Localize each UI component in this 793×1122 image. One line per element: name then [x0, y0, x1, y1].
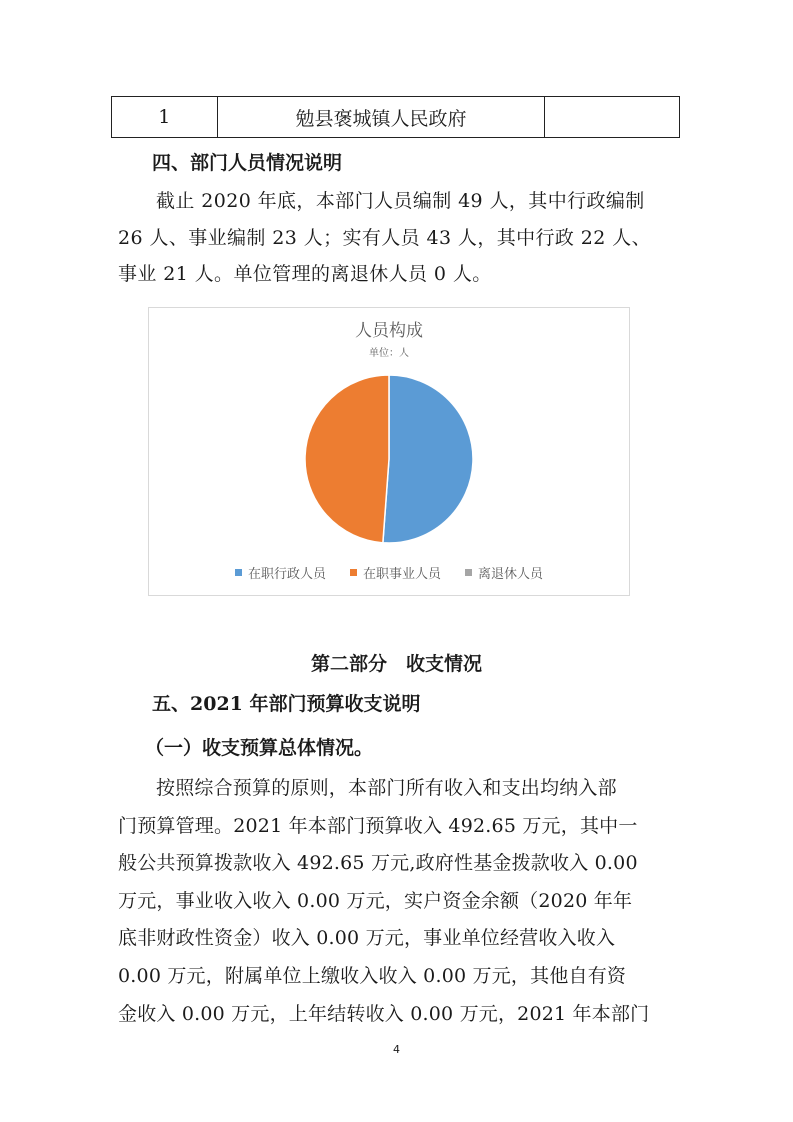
legend-label: 离退休人员: [478, 567, 544, 582]
paragraph-line: 按照综合预算的原则，本部门所有收入和支出均纳入部: [156, 777, 617, 799]
legend-swatch: [235, 569, 242, 576]
paragraph-line: 26 人、事业编制 23 人；实有人员 43 人，其中行政 22 人、: [118, 226, 651, 249]
legend-swatch: [465, 569, 472, 576]
table-cell-empty: [545, 97, 680, 138]
legend-item-administrative: [235, 563, 326, 582]
chart-legend: [149, 563, 629, 582]
paragraph-line: 0.00 万元，附属单位上缴收入收入 0.00 万元，其他自有资: [118, 964, 627, 987]
paragraph-line: 底非财政性资金）收入 0.00 万元，事业单位经营收入收入: [118, 927, 616, 950]
section5-subheading: （一）收支预算总体情况。: [145, 737, 374, 759]
chart-title: 人员构成: [355, 321, 423, 341]
paragraph-line: 截止 2020 年底，本部门人员编制 49 人，其中行政编制: [156, 190, 645, 212]
section5-heading: 五、2021 年部门预算收支说明: [152, 693, 421, 715]
legend-item-retired: [465, 563, 543, 582]
part2-title: 第二部分 收支情况: [310, 653, 482, 675]
pie-slice-1: [305, 375, 389, 543]
paragraph-line: 事业 21 人。单位管理的离退休人员 0 人。: [118, 263, 492, 286]
legend-label: 在职行政人员: [247, 567, 326, 582]
section4-heading: 四、部门人员情况说明: [152, 152, 343, 174]
section5-paragraph: [118, 770, 678, 1033]
table-row: [112, 97, 680, 138]
legend-label: 在职事业人员: [362, 567, 441, 582]
paragraph-line: 般公共预算拨款收入 492.65 万元,政府性基金拨款收入 0.00: [118, 852, 638, 875]
page-number: 4: [393, 1043, 400, 1056]
pie-chart-svg: [149, 308, 629, 595]
paragraph-line: 金收入 0.00 万元，上年结转收入 0.00 万元，2021 年本部门: [118, 1002, 650, 1025]
table-cell-index: 1: [112, 97, 218, 138]
table-cell-unit-name: 勉县褒城镇人民政府: [217, 97, 545, 138]
legend-item-institutional: [350, 563, 441, 582]
unit-table: [111, 96, 680, 138]
staff-composition-chart: [148, 307, 630, 596]
chart-subtitle: 单位：人: [369, 348, 409, 359]
paragraph-line: 门预算管理。2021 年本部门预算收入 492.65 万元，其中一: [118, 814, 638, 837]
legend-swatch: [350, 569, 357, 576]
section4-paragraph: [118, 183, 678, 293]
paragraph-line: 万元，事业收入收入 0.00 万元，实户资金余额（2020 年年: [118, 889, 633, 912]
pie-slice-0: [383, 375, 473, 543]
